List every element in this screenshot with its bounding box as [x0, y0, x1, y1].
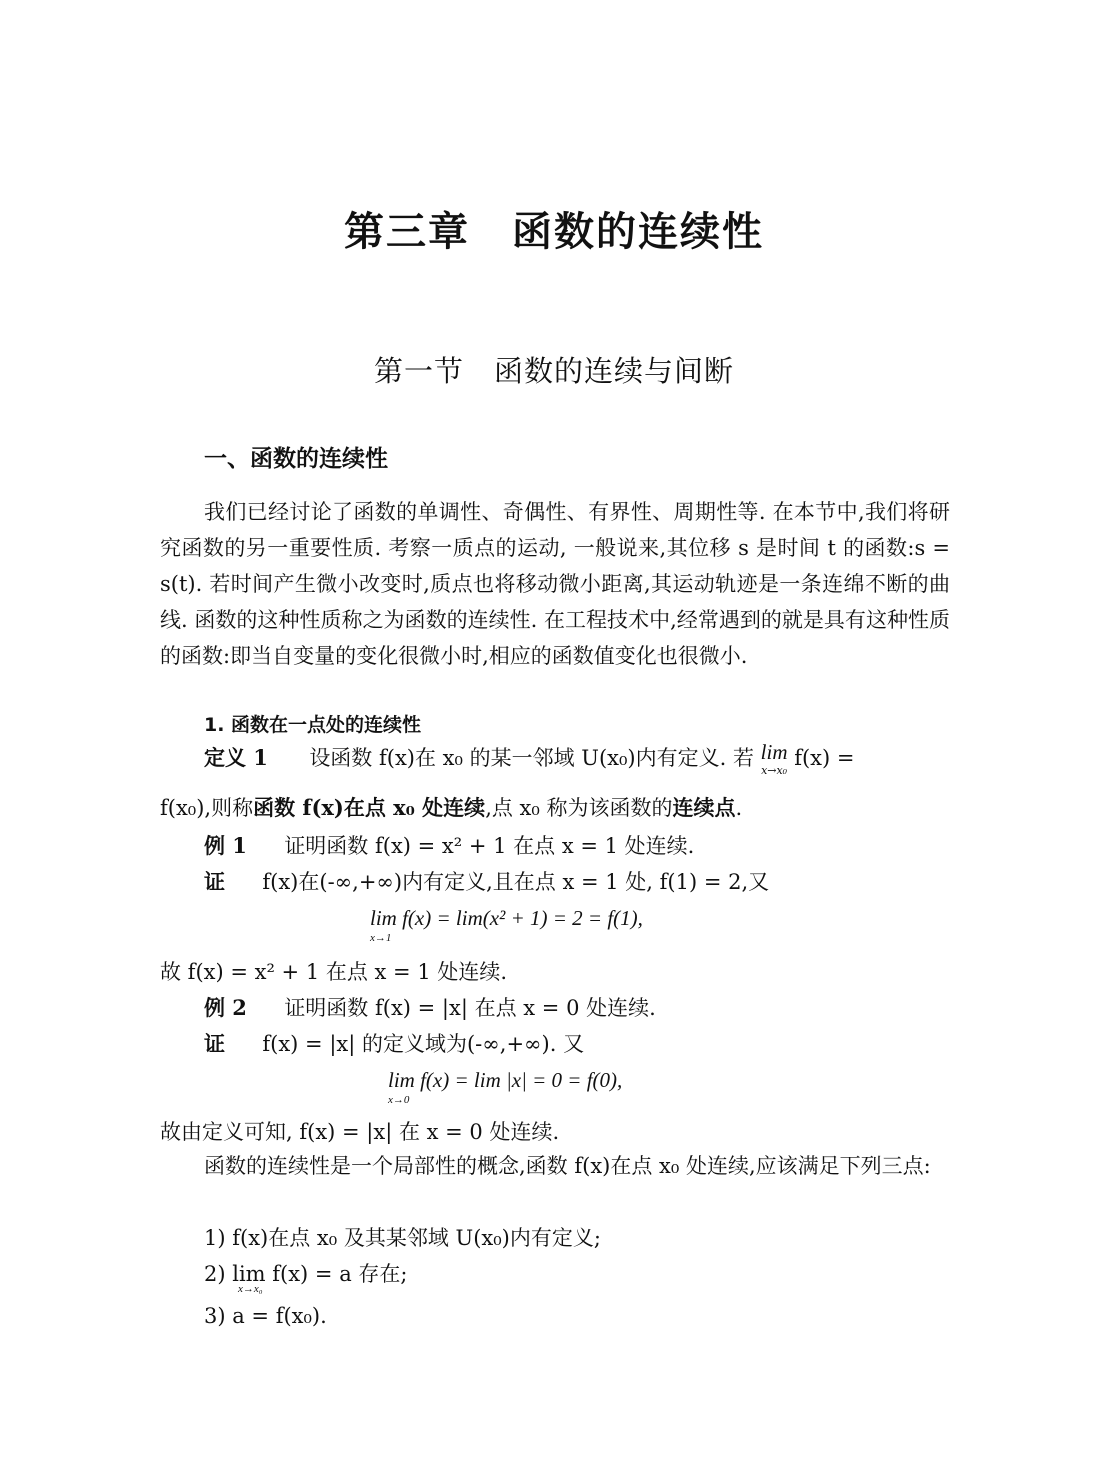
example2-statement — [204, 992, 656, 1022]
intro-paragraph: 我们已经讨论了函数的单调性、奇偶性、有界性、周期性等. 在本节中,我们将研究函数的另一重要性质. 考察一质点的运动, 一般说来,其位移 s 是时间 t 的函数:s = s(t). 若时间产生微小改变时,质点也将移动微小距离,其运动轨迹是一条连绵不断的曲线. 函数的这种性质称之为函数的连续性. 在工程技术中,经常遇到的就是具有这种性质的函数:即当自变量的变化很微小时,相应的函数值变化也很微小. — [160, 500, 950, 668]
example2-label: 例 2 — [204, 995, 247, 1020]
section-title: 第一节 函数的连续与间断 — [373, 354, 734, 388]
example1-formula: lim f(x) = lim(x² + 1) = 2 = f(1), — [370, 906, 643, 930]
example2-formula-sub: x→0 — [388, 1094, 410, 1106]
definition-line-1 — [204, 742, 950, 776]
example1-proof — [204, 866, 769, 896]
example1-text: 证明函数 f(x) = x² + 1 在点 x = 1 处连续. — [284, 834, 695, 858]
definition-text: 设函数 f(x)在 x₀ 的某一邻域 U(x₀)内有定义. 若 — [309, 746, 754, 770]
example2-text: 证明函数 f(x) = |x| 在点 x = 0 处连续. — [284, 996, 656, 1020]
condition-2-sub: x→x₀ — [238, 1283, 263, 1295]
example1-formula-sub: x→1 — [370, 932, 392, 944]
definition-text-tail: f(x) = — [794, 746, 855, 770]
condition-1: 1) f(x)在点 x₀ 及其某邻域 U(x₀)内有定义; — [204, 1226, 601, 1250]
remark-paragraph: 函数的连续性是一个局部性的概念,函数 f(x)在点 x₀ 处连续,应该满足下列三点: — [204, 1154, 931, 1178]
example2-proof — [204, 1028, 584, 1058]
example1-statement — [204, 830, 694, 860]
example2-proof-label: 证 — [204, 1031, 225, 1056]
subsection-title: 一、函数的连续性 — [204, 445, 388, 472]
definition-line-2: f(x₀),则称函数 f(x)在点 x₀ 处连续,点 x₀ 称为该函数的连续点. — [160, 795, 743, 820]
example2-formula: lim f(x) = lim |x| = 0 = f(0), — [388, 1068, 623, 1092]
definition-lim: lim x→x₀ — [760, 740, 788, 777]
example1-proof-label: 证 — [204, 869, 225, 894]
example1-proof-text: f(x)在(-∞,+∞)内有定义,且在点 x = 1 处, f(1) = 2,又 — [262, 870, 770, 894]
condition-2: 2) lim f(x) = a 存在; — [204, 1262, 408, 1286]
example1-label: 例 1 — [204, 833, 247, 858]
condition-3: 3) a = f(x₀). — [204, 1304, 327, 1328]
example2-proof-text: f(x) = |x| 的定义域为(-∞,+∞). 又 — [262, 1032, 585, 1056]
example1-conclusion: 故 f(x) = x² + 1 在点 x = 1 处连续. — [160, 960, 508, 984]
definition-label: 定义 1 — [204, 745, 268, 770]
topic-heading: 1. 函数在一点处的连续性 — [204, 714, 422, 736]
chapter-title: 第三章 函数的连续性 — [344, 209, 764, 255]
example2-conclusion: 故由定义可知, f(x) = |x| 在 x = 0 处连续. — [160, 1120, 560, 1144]
